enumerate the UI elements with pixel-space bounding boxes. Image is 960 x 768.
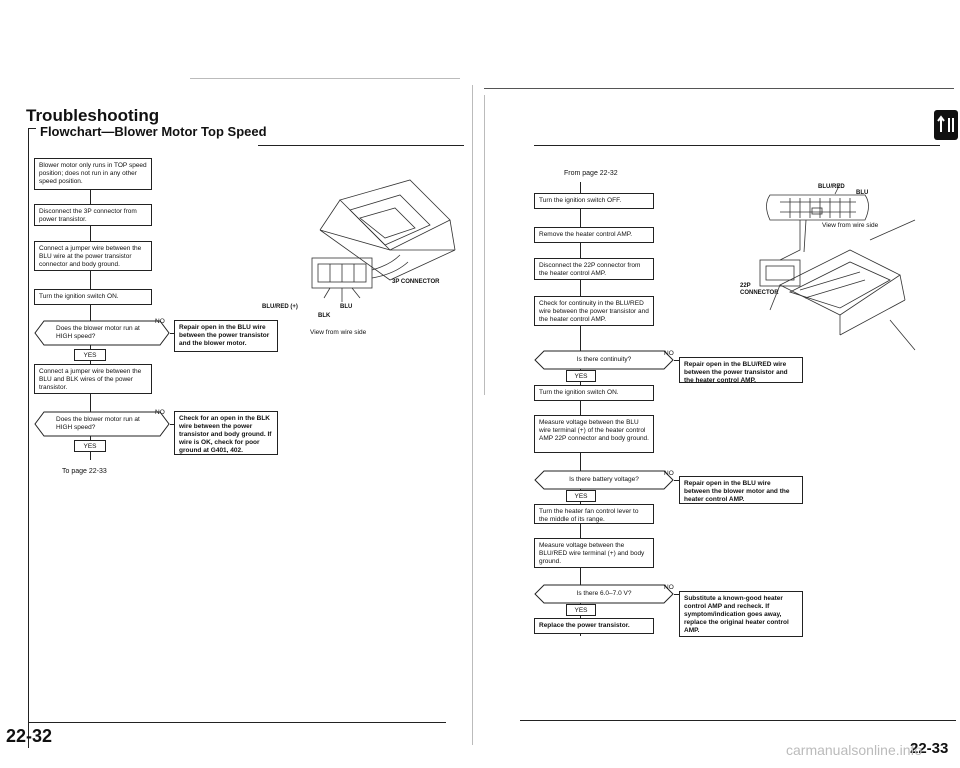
- repair-box: Repair open in the BLU wire between the power transistor and the blower motor.: [174, 320, 278, 352]
- decision-text: Is there battery voltage?: [569, 476, 639, 483]
- subtitle-rule-right: [258, 145, 464, 146]
- decision-text: Is there 6.0–7.0 V?: [576, 590, 632, 597]
- flow-step-box: Connect a jumper wire between the BLU and BLK wires of the power transistor.: [34, 364, 152, 394]
- watermark: carmanualsonline.info: [786, 742, 923, 758]
- flow-step-box: Turn the ignition switch OFF.: [534, 193, 654, 209]
- flow-decision: [534, 470, 674, 490]
- flow-decision: [34, 320, 170, 346]
- label-connector: CONNECTOR: [740, 290, 779, 296]
- flow-step-box: Check for continuity in the BLU/RED wire between the power transistor and the heater control AMP.: [534, 296, 654, 326]
- repair-box: Repair open in the BLU wire between the blower motor and the heater control AMP.: [679, 476, 803, 504]
- decision-text: Does the blower motor run at HIGH speed?: [56, 325, 140, 340]
- footer-rule: [28, 722, 446, 723]
- no-label: NO: [155, 409, 165, 416]
- no-label: NO: [664, 350, 674, 357]
- to-page-label: To page 22-33: [62, 468, 107, 475]
- repair-box: Substitute a known-good heater control AMP and recheck. If symptom/indication goes away, replace the original heater control AMP.: [679, 591, 803, 637]
- flow-decision: [534, 350, 674, 370]
- page-number: 22-33: [910, 740, 949, 757]
- page-frame-left: [28, 128, 29, 748]
- flow-step-box: Replace the power transistor.: [534, 618, 654, 634]
- yes-box: YES: [566, 490, 596, 502]
- decision-text: Is there continuity?: [576, 356, 632, 363]
- top-rule: [484, 88, 954, 89]
- yes-box: YES: [74, 440, 106, 452]
- decision-text: Does the blower motor run at HIGH speed?: [56, 416, 140, 431]
- yes-box: YES: [74, 349, 106, 361]
- flow-step-box: Measure voltage between the BLU wire terminal (+) of the heater control AMP 22P connector and body ground.: [534, 415, 654, 453]
- gutter-line: [484, 95, 485, 395]
- label-view-wire-side: View from wire side: [822, 222, 879, 229]
- gutter-line: [472, 85, 473, 745]
- label-view-wire-side: View from wire side: [310, 329, 367, 336]
- footer-rule: [520, 720, 956, 721]
- label-blu-red: BLU/RED (+): [262, 304, 298, 310]
- label-blu: BLU: [856, 190, 869, 196]
- flow-step-box: Disconnect the 22P connector from the heater control AMP.: [534, 258, 654, 280]
- subtitle: Flowchart—Blower Motor Top Speed: [40, 124, 267, 139]
- section-tab-icon: [934, 110, 958, 140]
- page-number: 22-32: [6, 726, 53, 746]
- section-title: Troubleshooting: [26, 106, 160, 125]
- label-22p: 22P: [740, 283, 751, 289]
- repair-box: Repair open in the BLU/RED wire between the power transistor and the heater control AMP.: [679, 357, 803, 383]
- from-page-label: From page 22-32: [564, 170, 618, 177]
- subtitle-rule-left: [28, 128, 36, 129]
- scan-line: [190, 78, 460, 79]
- flow-step-box: Turn the ignition switch ON.: [534, 385, 654, 401]
- label-blk: BLK: [318, 313, 331, 319]
- no-label: NO: [664, 470, 674, 477]
- label-blu-red: BLU/RED: [818, 184, 845, 190]
- flow-step-box: Turn the heater fan control lever to the middle of its range.: [534, 504, 654, 524]
- flow-decision: [34, 411, 170, 437]
- flow-step-box: Turn the ignition switch ON.: [34, 289, 152, 305]
- flow-step-box: Blower motor only runs in TOP speed position; does not run in any other speed position.: [34, 158, 152, 190]
- yes-box: YES: [566, 370, 596, 382]
- flow-step-box: Remove the heater control AMP.: [534, 227, 654, 243]
- flow-decision: [534, 584, 674, 604]
- no-label: NO: [664, 584, 674, 591]
- flow-step-box: Disconnect the 3P connector from power transistor.: [34, 204, 152, 226]
- header-rule: [534, 145, 940, 146]
- flow-step-box: Connect a jumper wire between the BLU wire at the power transistor connector and body ground.: [34, 241, 152, 271]
- yes-box: YES: [566, 604, 596, 616]
- no-label: NO: [155, 318, 165, 325]
- repair-box: Check for an open in the BLK wire between the power transistor and body ground. If wire is OK, check for poor ground at G401, 402.: [174, 411, 278, 455]
- heater-control-amp-illustration: [740, 180, 920, 370]
- label-3p-connector: 3P CONNECTOR: [392, 279, 440, 285]
- label-blu: BLU: [340, 304, 353, 310]
- flow-step-box: Measure voltage between the BLU/RED wire terminal (+) and body ground.: [534, 538, 654, 568]
- power-transistor-illustration: [300, 170, 460, 330]
